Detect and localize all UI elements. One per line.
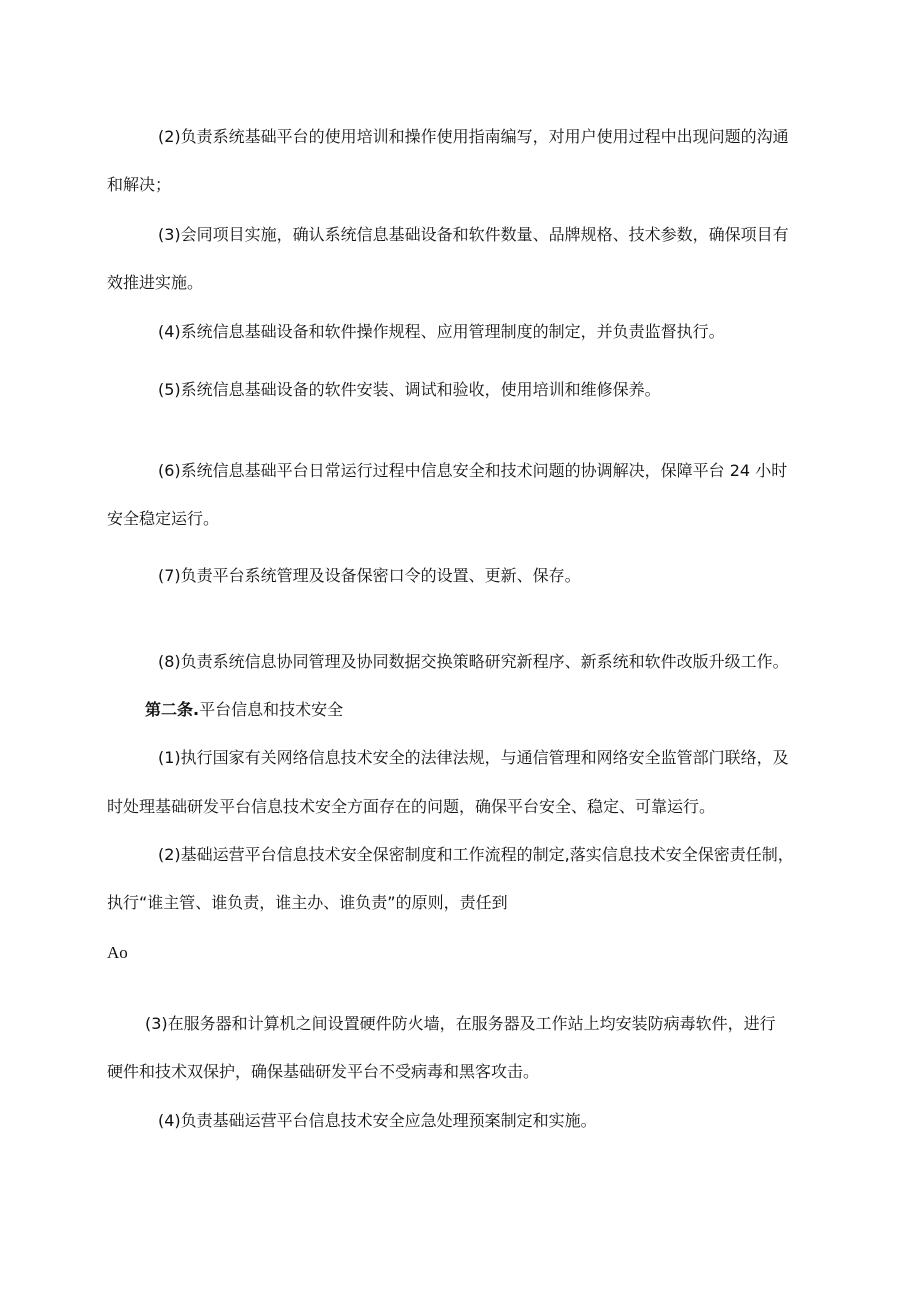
a2-item-2-line-2: 执行“谁主管、谁负责，谁主办、谁负责”的原则，责任到	[107, 893, 508, 912]
item-7-line-1: (7)负责平台系统管理及设备保密口令的设置、更新、保存。	[158, 566, 581, 585]
item-6-line-2: 安全稳定运行。	[107, 509, 220, 528]
article-2-heading	[145, 700, 343, 720]
item-4-line-1: (4)系统信息基础设备和软件操作规程、应用管理制度的制定，并负责监督执行。	[158, 322, 725, 341]
a2-item-4-line-1: (4)负责基础运营平台信息技术安全应急处理预案制定和实施。	[158, 1111, 597, 1130]
item-3-line-2: 效推进实施。	[107, 273, 204, 292]
a2-item-1-line-1: (1)执行国家有关网络信息技术安全的法律法规，与通信管理和网络安全监管部门联络，及	[158, 748, 789, 767]
a2-item-3-line-1: (3)在服务器和计算机之间设置硬件防火墙，在服务器及工作站上均安装防病毒软件，进行	[145, 1014, 776, 1033]
a2-item-2-line-1: (2)基础运营平台信息技术安全保密制度和工作流程的制定,落实信息技术安全保密责任制，	[158, 845, 794, 864]
item-2-line-2: 和解决；	[107, 175, 172, 194]
a2-item-3-line-2: 硬件和技术双保护，确保基础研发平台不受病毒和黑客攻击。	[107, 1062, 540, 1081]
item-5-line-1: (5)系统信息基础设备的软件安装、调试和验收，使用培训和维修保养。	[158, 380, 661, 399]
a2-item-1-line-2: 时处理基础研发平台信息技术安全方面存在的问题，确保平台安全、稳定、可靠运行。	[107, 797, 716, 816]
item-2-line-1: (2)负责系统基础平台的使用培训和操作使用指南编写，对用户使用过程中出现问题的沟通	[158, 127, 789, 146]
a2-item-2-line-3: Ao	[107, 943, 128, 962]
item-6-line-1: (6)系统信息基础平台日常运行过程中信息安全和技术问题的协调解决，保障平台 24 小时	[158, 461, 788, 480]
item-8-line-1: (8)负责系统信息协同管理及协同数据交换策略研究新程序、新系统和软件改版升级工作。	[158, 652, 789, 671]
item-3-line-1: (3)会同项目实施，确认系统信息基础设备和软件数量、品牌规格、技术参数，确保项目有	[158, 225, 789, 244]
article-2-title: 平台信息和技术安全	[199, 700, 344, 719]
article-2-label: 第二条.	[145, 700, 200, 719]
